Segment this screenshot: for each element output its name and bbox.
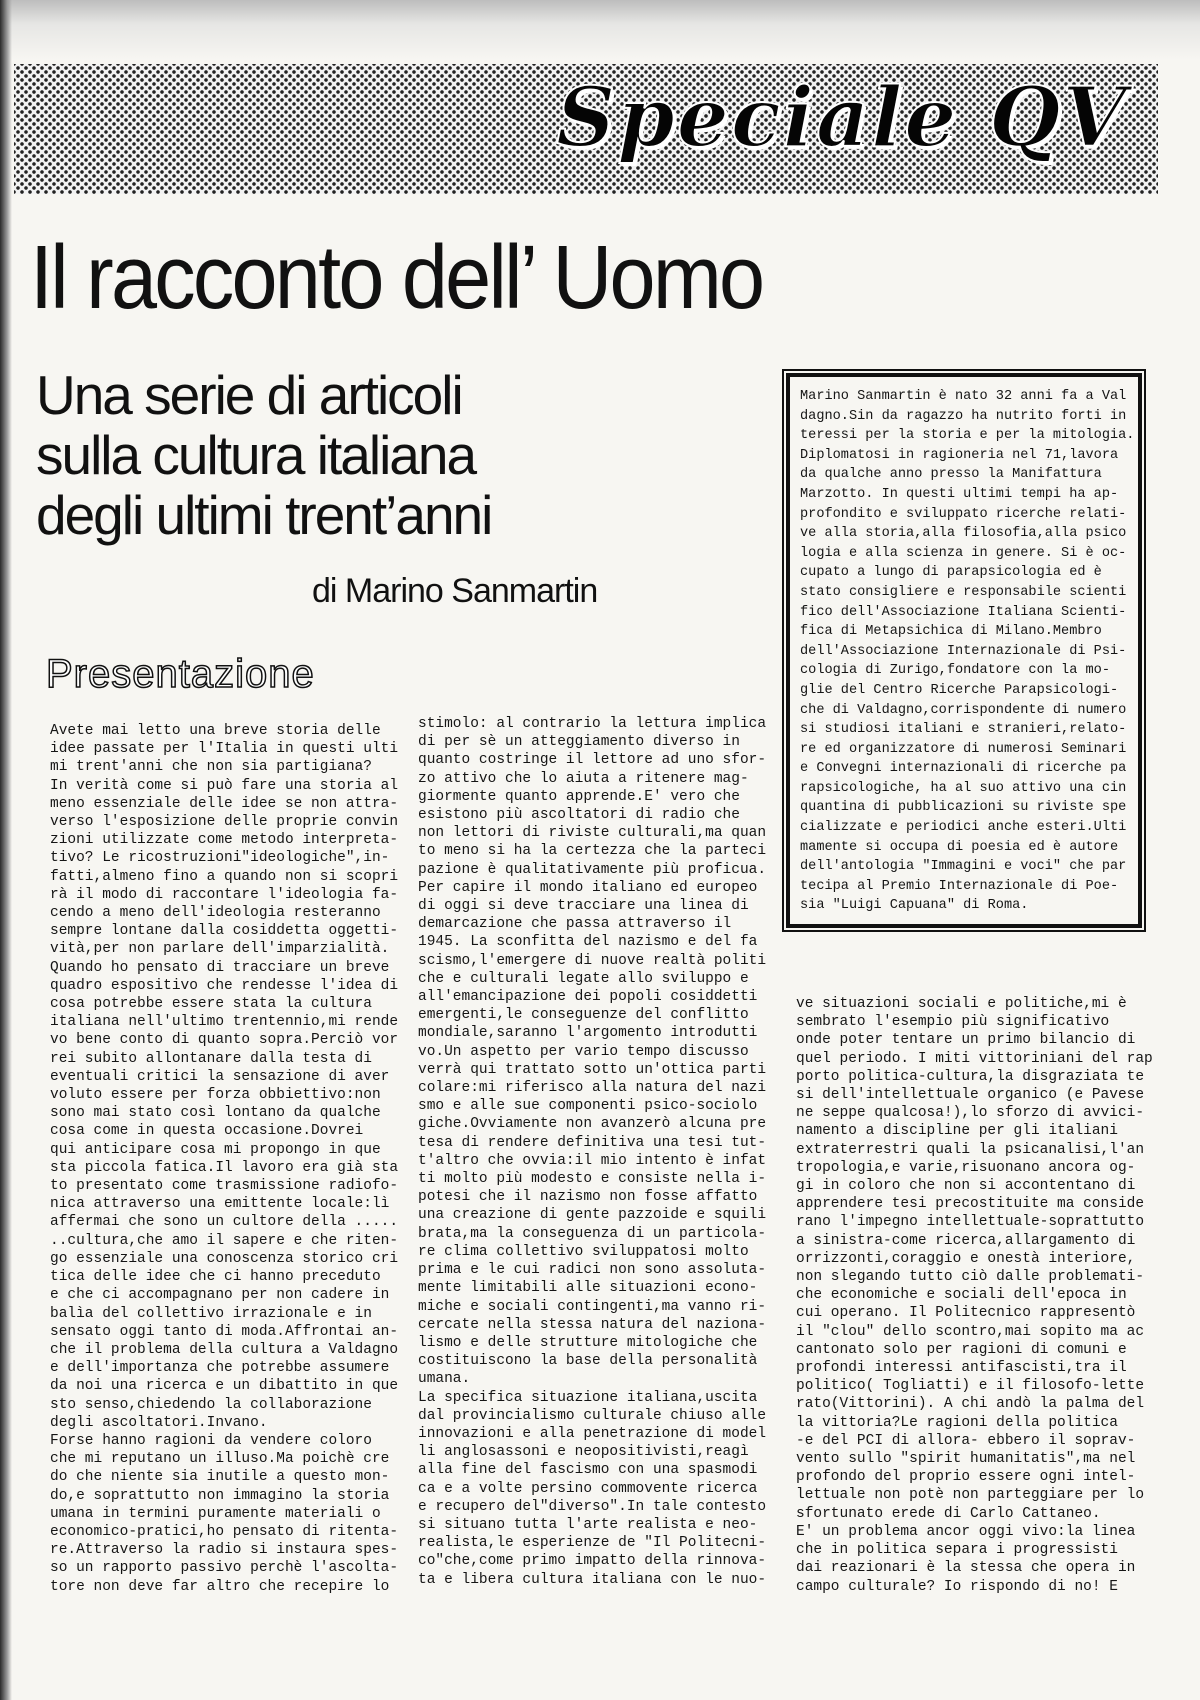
article-column-2: stimolo: al contrario la lettura implica di per sè un atteggiamento diverso in quanto costringe il lettore ad uno sfor- zo attivo che lo aiuta a ritenere mag- giormente quanto apprende.E' vero che esistono più ascoltatori di radio che non lettori di riviste culturali,ma quan to meno si ha la certezza che la parteci pazione è qualitativamente più proficua. Per capire il mondo italiano ed europeo di oggi si deve tracciare una linea di demarcazione che passa attraverso il 1945. La sconfitta del nazismo e del fa scismo,l'emergere di nuove realtà politi che e culturali legate allo sviluppo e all'emancipazione dei popoli cosiddetti emergenti,le conseguenze del conflitto mondiale,saranno l'argomento introdutti vo.Un aspetto per vario tempo discusso verrà qui trattato sotto un'ottica parti colare:mi riferisco alla natura del nazi smo e alle sue componenti psico-sociolo giche.Ovviamente non avanzerò alcuna pre tesa di rendere definitiva una tesi tut- t'altro che ovvia:il mio intento è infat ti molto più modesto e consiste nella i- potesi che il nazismo non fosse affatto una creazione di gente pazzoide e squili brata,ma la conseguenza di un particola- re clima collettivo sviluppatosi molto prima e le cui radici non sono assoluta- mente limitabili alle situazioni econo- miche e sociali contingenti,ma vanno ri- cercate nella stessa natura del naziona- lismo e delle strutture mitologiche che costituiscono la base della personalità umana. La specifica situazione italiana,uscita dal provincialismo culturale chiuso alle innovazioni e alla penetrazione di model li anglosassoni e neopositivisti,reagì alla fine del fascismo con una spasmodi ca e a volte persino commovente ricerca e recupero del"diverso".In tale contesto si situano tutta l'arte realista e neo- realista,le esperienze de "Il Politecni- co"che,come primo impatto della rinnova- ta e libera cultura italiana con le nuo- bbox=[418, 716, 767, 1588]
scan-shadow bbox=[0, 0, 1200, 60]
section-banner bbox=[14, 64, 1158, 194]
byline: di Marino Sanmartin bbox=[312, 572, 598, 610]
subtitle-line: Una serie di articoli bbox=[36, 364, 462, 426]
article-column-3: ve situazioni sociali e politiche,mi è sembrato l'esempio più significativo onde poter tentare un primo bilancio di quel periodo. I miti vittoriniani del rap porto politica-cultura,la disgraziata te si dell'intellettuale organico (e Pavese ne seppe qualcosa!),lo sforzo di avvici- namento a discipline per gli italiani extraterrestri quali la psicanalisi,l'an tropologia,e varie,risuonano ancora og- gi in coloro che non si accontentano di apprendere tesi precostituite ma conside rano l'impegno intellettuale-soprattutto a sinistra-come ricerca,allargamento di orrizzonti,coraggio e onestà interiore, non slegando tutto ciò dalle problemati- che economiche e sociali dell'epoca in cui operano. Il Politecnico rappresentò il "clou" dello scontro,mai sopito ma ac cantonato solo per ragioni di comuni e profondi interessi antifascisti,tra il politico( Togliatti) e il filosofo-lette rato(Vittorini). A chi andò la palma del la vittoria?Le ragioni della politica -e del PCI di allora- ebbero il soprav- vento sullo "spirit humanitatis",ma nel profondo del proprio essere ogni intel- lettuale non potè non parteggiare per lo sfortunato erede di Carlo Cattaneo. E' un problema ancor oggi vivo:la linea che in politica separa i progressisti dai reazionari è la stessa che opera in campo culturale? Io rispondo di no! E bbox=[796, 996, 1153, 1595]
author-bio-box bbox=[786, 373, 1142, 928]
section-heading: Presentazione bbox=[46, 652, 315, 696]
banner-label: Speciale QV bbox=[556, 70, 1128, 166]
article-title: Il racconto dell’ Uomo bbox=[30, 228, 763, 328]
scan-edge bbox=[0, 0, 12, 1700]
article-column-1: Avete mai letto una breve storia delle idee passate per l'Italia in questi ulti mi trent'anni che non sia partigiana? In verità come si può fare una storia al meno essenziale delle idee se non attra- verso l'esposizione delle proprie convin zioni utilizzate come metodo interpreta- tivo? Le ricostruzioni"ideologiche",in- fatti,almeno fino a quando non si scopri rà il modo di raccontare l'ideologia fa- cendo a meno dell'ideologia resteranno sempre lontane dalla cosiddetta oggetti- vità,per non parlare dell'imparzialità. Quando ho pensato di tracciare un breve quadro espositivo che rendesse l'idea di cosa potrebbe essere stata la cultura italiana nell'ultimo trentennio,mi rende vo bene conto di quanto sopra.Perciò vor rei subito allontanare dalla testa di eventuali critici la sensazione di aver voluto essere per forza obbiettivo:non sono mai stato così lontano da qualche cosa come in questa occasione.Dovrei qui anticipare cosa mi propongo in que sta piccola fatica.Il lavoro era già sta to presentato come trasmissione radiofo- nica attraverso una emittente locale:lì affermai che sono un cultore della ..... ..cultura,che amo il sapere e che riten- go essenziale una conoscenza storico cri tica delle idee che ci hanno preceduto e che ci accompagnano per non cadere in balìa del collettivo irrazionale e in sensato oggi tanto di moda.Affrontai an- che il problema della cultura a Valdagno e dell'importanza che potrebbe assumere da noi una ricerca e un dibattito in que sto senso,chiedendo la collaborazione degli ascoltatori.Invano. Forse hanno ragioni da vendere coloro che mi reputano un illuso.Ma poichè cre do che niente sia inutile a questo mon- do,e soprattutto non immagino la storia umana in termini puramente materiali o economico-pratici,ho pensato di ritenta- re.Attraverso la radio si instaura spes- so un rapporto passivo perchè l'ascolta- tore non deve far altro che recepire lo bbox=[50, 723, 399, 1595]
subtitle-line: sulla cultura italiana bbox=[36, 424, 476, 486]
subtitle-line: degli ultimi trent’anni bbox=[36, 484, 492, 546]
article-subtitle bbox=[36, 365, 696, 545]
author-bio-text: Marino Sanmartin è nato 32 anni fa a Val dagno.Sin da ragazzo ha nutrito forti in teressi per la storia e per la mitologia. Diplomatosi in ragioneria nel 71,lavora da qualche anno presso la Manifattura Marzotto. In questi ultimi tempi ha ap- profondito e sviluppato ricerche relati- ve alla storia,alla filosofia,alla psico logia e alla scienza in genere. Si è oc- cupato a lungo di parapsicologia ed è stato consigliere e responsabile scienti fico dell'Associazione Italiana Scienti- fica di Metapsichica di Milano.Membro dell'Associazione Internazionale di Psi- cologia di Zurigo,fondatore con la mo- glie del Centro Ricerche Parapsicologi- che di Valdagno,corrispondente di numero si studiosi italiani e stranieri,relato- re ed organizzatore di numerosi Seminari e Convegni internazionali di ricerche pa rapsicologiche, ha al suo attivo una cin quantina di pubblicazioni su riviste spe cializzate e periodici anche esteri.Ulti mamente si occupa di poesia ed è autore dell'antologia "Immagini e voci" che par tecipa al Premio Internazionale di Poe- sia "Luigi Capuana" di Roma. bbox=[800, 389, 1135, 914]
